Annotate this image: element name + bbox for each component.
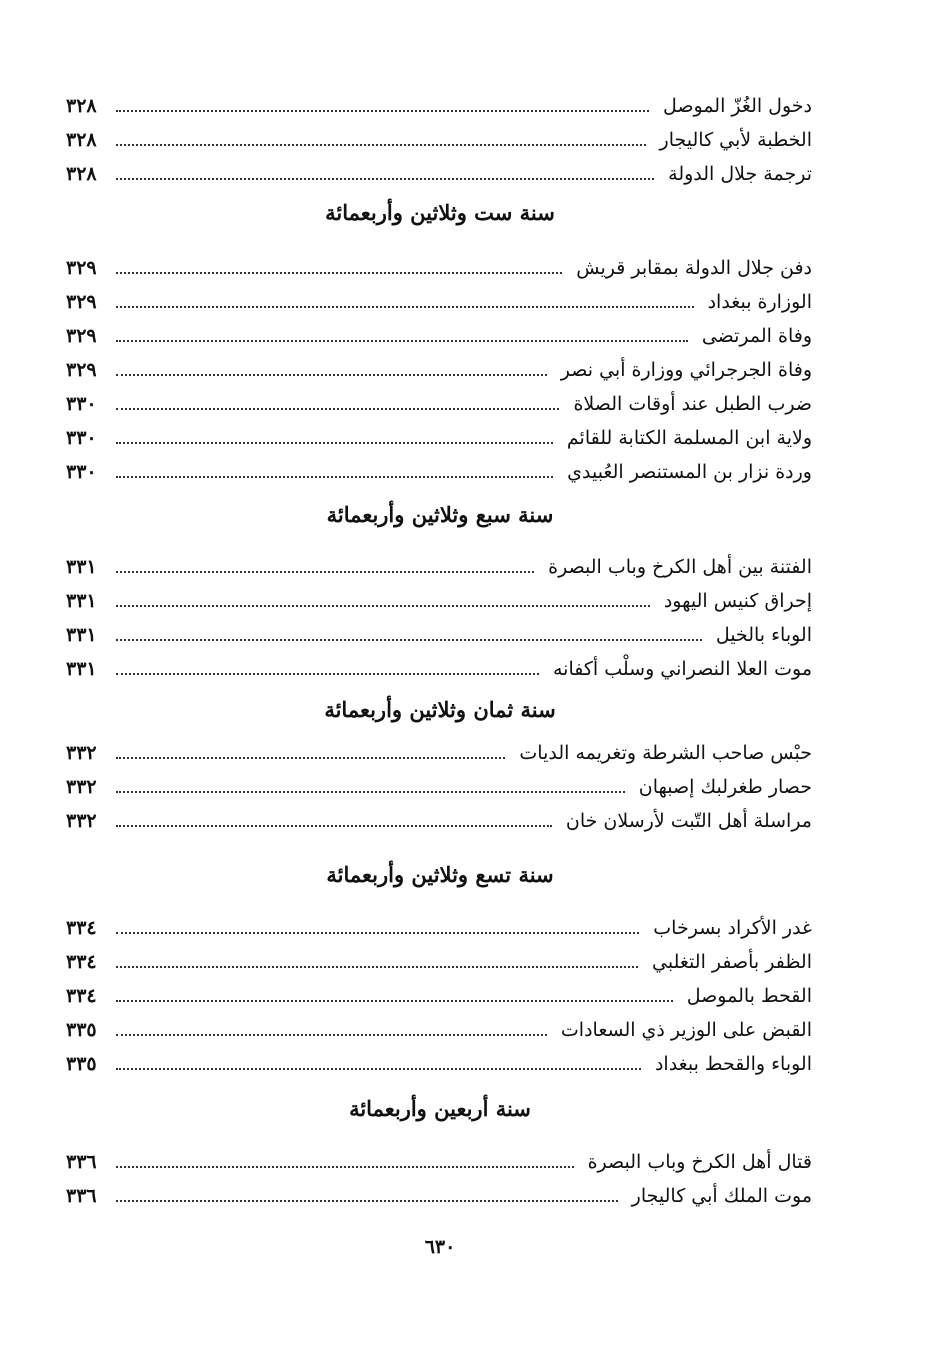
toc-entry-title: دخول الغُزّ الموصل: [662, 95, 812, 117]
toc-entry-page: ٣٢٨: [66, 129, 97, 151]
toc-entry-page: ٣٣١: [66, 556, 97, 578]
toc-entry-title: وفاة الجرجرائي ووزارة أبي نصر: [560, 359, 812, 381]
toc-entry: [66, 314, 812, 348]
toc-entry-page: ٣٣٥: [66, 1019, 97, 1041]
toc-entry: [66, 382, 812, 416]
toc-entry: [66, 579, 812, 613]
dot-leader: [116, 1068, 641, 1070]
toc-entry: [66, 1174, 812, 1208]
toc-entry-page: ٣٣٠: [66, 427, 97, 449]
toc-entry-title: موت العلا النصراني وسلْب أكفانه: [552, 658, 812, 680]
toc-entry: [66, 416, 812, 450]
dot-leader: [116, 1200, 618, 1202]
toc-entry-page: ٣٣٤: [66, 985, 97, 1007]
section-heading: سنة أربعين وأربعمائة: [349, 1096, 531, 1121]
toc-entry-title: الخطبة لأبي كاليجار: [659, 129, 812, 151]
toc-entry-page: ٣٣٤: [66, 917, 97, 939]
toc-entry-title: القحط بالموصل: [686, 985, 812, 1007]
toc-entry-title: إحراق كنيس اليهود: [663, 590, 812, 612]
toc-entry: [66, 1008, 812, 1042]
toc-entry-page: ٣٢٨: [66, 95, 97, 117]
toc-entry-page: ٣٣٠: [66, 393, 97, 415]
toc-entry: [66, 613, 812, 647]
dot-leader: [116, 340, 688, 342]
toc-entry: [66, 799, 812, 833]
toc-entry-title: الوباء بالخيل: [715, 624, 812, 646]
dot-leader: [116, 442, 553, 444]
dot-leader: [116, 178, 654, 180]
toc-entry-page: ٣٣١: [66, 624, 97, 646]
toc-entry: [66, 906, 812, 940]
toc-entry-page: ٣٢٩: [66, 291, 97, 313]
toc-entry: [66, 1140, 812, 1174]
toc-entry-title: غدر الأكراد بسرخاب: [653, 917, 812, 939]
dot-leader: [116, 673, 539, 675]
dot-leader: [116, 791, 625, 793]
dot-leader: [116, 757, 505, 759]
section-heading: سنة سبع وثلاثين وأربعمائة: [326, 502, 554, 527]
dot-leader: [116, 1034, 547, 1036]
toc-entry: [66, 940, 812, 974]
dot-leader: [116, 571, 534, 573]
toc-entry: [66, 731, 812, 765]
toc-entry-page: ٣٢٩: [66, 325, 97, 347]
toc-entry: [66, 348, 812, 382]
toc-entry-page: ٣٢٩: [66, 359, 97, 381]
toc-entry-page: ٣٣٦: [66, 1151, 97, 1173]
toc-entry-title: موت الملك أبي كاليجار: [631, 1185, 812, 1207]
toc-entry-page: ٣٢٩: [66, 257, 97, 279]
dot-leader: [116, 110, 649, 112]
dot-leader: [116, 476, 553, 478]
dot-leader: [116, 1166, 574, 1168]
section-heading: سنة تسع وثلاثين وأربعمائة: [326, 862, 554, 887]
toc-entry: [66, 765, 812, 799]
toc-entry-title: ترجمة جلال الدولة: [668, 163, 812, 185]
toc-entry-title: حبْس صاحب الشرطة وتغريمه الديات: [519, 742, 812, 764]
toc-entry: [66, 152, 812, 186]
toc-entry: [66, 1042, 812, 1076]
toc-entry: [66, 280, 812, 314]
dot-leader: [116, 966, 638, 968]
dot-leader: [116, 374, 547, 376]
toc-entry-title: دفن جلال الدولة بمقابر قريش: [576, 257, 812, 279]
toc-entry: [66, 647, 812, 681]
dot-leader: [116, 408, 559, 410]
toc-entry-title: وفاة المرتضى: [701, 325, 812, 347]
section-heading: سنة ست وثلاثين وأربعمائة: [325, 200, 555, 225]
toc-entry: [66, 84, 812, 118]
toc-entry: [66, 974, 812, 1008]
toc-entry-title: وردة نزار بن المستنصر العُبيدي: [567, 461, 812, 483]
toc-entry: [66, 118, 812, 152]
toc-entry: [66, 246, 812, 280]
toc-entry-page: ٣٣١: [66, 658, 97, 680]
dot-leader: [116, 825, 552, 827]
dot-leader: [116, 932, 639, 934]
toc-entry-title: الظفر بأصفر التغلبي: [652, 951, 812, 973]
toc-entry-page: ٣٢٨: [66, 163, 97, 185]
section-heading: سنة ثمان وثلاثين وأربعمائة: [324, 697, 556, 722]
toc-entry-title: الفتنة بين أهل الكرخ وباب البصرة: [548, 556, 812, 578]
toc-entry-page: ٣٣٠: [66, 461, 97, 483]
toc-entry-page: ٣٣١: [66, 590, 97, 612]
toc-entry-page: ٣٣٢: [66, 810, 97, 832]
toc-entry-page: ٣٣٦: [66, 1185, 97, 1207]
dot-leader: [116, 1000, 673, 1002]
toc-entry-page: ٣٣٥: [66, 1053, 97, 1075]
toc-entry: [66, 545, 812, 579]
toc-entry-title: مراسلة أهل التّبت لأرسلان خان: [565, 810, 812, 832]
toc-entry-title: الوباء والقحط ببغداد: [654, 1053, 812, 1075]
toc-entry-title: ضرب الطبل عند أوقات الصلاة: [573, 393, 812, 415]
toc-entry-title: قتال أهل الكرخ وباب البصرة: [587, 1151, 812, 1173]
dot-leader: [116, 605, 650, 607]
dot-leader: [116, 306, 694, 308]
toc-entry-page: ٣٣٤: [66, 951, 97, 973]
toc-entry-title: حصار طغرلبك إصبهان: [638, 776, 812, 798]
toc-entry-page: ٣٣٢: [66, 742, 97, 764]
page-number-footer: ٦٣٠: [424, 1236, 456, 1258]
dot-leader: [116, 639, 702, 641]
toc-entry-title: الوزارة ببغداد: [707, 291, 812, 313]
dot-leader: [116, 272, 562, 274]
toc-entry-page: ٣٣٢: [66, 776, 97, 798]
toc-entry-title: ولاية ابن المسلمة الكتابة للقائم: [566, 427, 812, 449]
dot-leader: [116, 144, 646, 146]
toc-entry-title: القبض على الوزير ذي السعادات: [560, 1019, 812, 1041]
toc-entry: [66, 450, 812, 484]
